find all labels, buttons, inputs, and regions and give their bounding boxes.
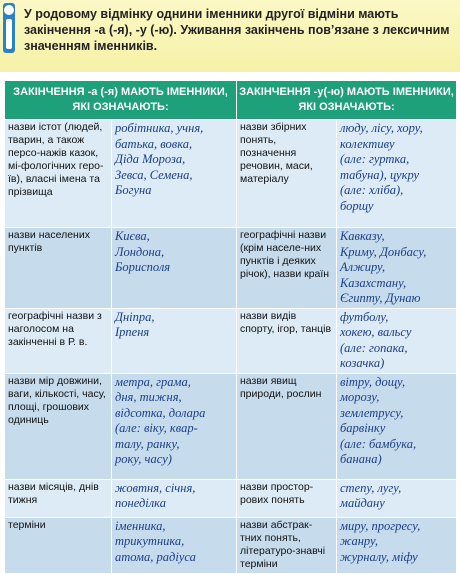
header-u-ending: ЗАКІНЧЕННЯ -у(-ю) МАЮТЬ ІМЕННИКИ, ЯКІ ОЗНАЧАЮТЬ: xyxy=(237,81,457,120)
a-ending-examples xyxy=(112,228,237,309)
info-banner xyxy=(0,0,460,72)
example-line: Діда Мороза, xyxy=(115,152,186,166)
example-line: козачка) xyxy=(340,356,385,370)
example-line: трикутника, xyxy=(115,534,185,548)
example-line: понеділка xyxy=(115,496,166,510)
example-line: Єгипту, Дунаю xyxy=(340,291,421,305)
u-ending-examples xyxy=(337,228,457,309)
banner-text: У родовому відмінку однини іменники другої відміни мають закінчення -а (-я), -у (-ю). Уживання закінчень пов’язане з лексичним значенням іменників. xyxy=(24,7,450,53)
example-line: талу, ранку, xyxy=(115,436,180,451)
example-line: року, часу) xyxy=(115,452,172,466)
example-line: Казахстану, xyxy=(340,275,407,290)
example-line: вітру, дощу, xyxy=(340,374,406,389)
table-row xyxy=(5,120,457,228)
example-line: Ірпеня xyxy=(115,325,150,339)
example-line: борщу xyxy=(340,198,374,213)
table-row xyxy=(5,479,457,517)
example-line: метра, грама, xyxy=(115,374,191,389)
example-line: табуна), цукру xyxy=(340,167,420,182)
table-row xyxy=(5,308,457,373)
example-line: журналу, міфу xyxy=(340,549,418,564)
example-line: морозу, xyxy=(340,390,380,404)
example-line: (але: хліба), xyxy=(340,183,404,197)
a-ending-examples xyxy=(112,308,237,373)
u-ending-examples xyxy=(337,308,457,373)
example-line: колективу xyxy=(340,136,395,151)
table-body xyxy=(5,120,457,574)
example-line: футболу, xyxy=(340,309,389,324)
example-line: (але: гопака, xyxy=(340,340,408,355)
a-ending-examples xyxy=(112,479,237,517)
example-line: барвінку xyxy=(340,421,386,435)
a-ending-examples xyxy=(112,373,237,479)
u-ending-meaning: назви явищ природи, рослин xyxy=(237,373,337,479)
example-line: Борисполя xyxy=(115,260,171,274)
u-ending-examples xyxy=(337,479,457,517)
example-line: жовтня, січня, xyxy=(115,480,196,495)
table-row xyxy=(5,517,457,573)
example-line: Зевса, Семена, xyxy=(115,167,193,182)
example-line: дня, тижня, xyxy=(115,390,182,404)
example-line: землетрусу, xyxy=(340,405,404,420)
example-line: хокею, вальсу xyxy=(340,325,412,339)
a-ending-meaning: назви істот (людей, тварин, а також персо-нажів казок, мі-фологічних геро-їв), власні імена та прізвища xyxy=(5,120,112,228)
u-ending-examples xyxy=(337,373,457,479)
header-a-ending: ЗАКІНЧЕННЯ -а (-я) МАЮТЬ ІМЕННИКИ, ЯКІ ОЗНАЧАЮТЬ: xyxy=(5,81,237,120)
example-line: (але: віку, квар- xyxy=(115,421,198,435)
table-row xyxy=(5,373,457,479)
example-line: миру, прогресу, xyxy=(340,518,421,533)
example-line: банана) xyxy=(340,452,382,466)
info-icon xyxy=(3,3,15,53)
example-line: Алжиру, xyxy=(340,260,386,274)
a-ending-meaning: назви населених пунктів xyxy=(5,228,112,309)
a-ending-examples xyxy=(112,517,237,573)
example-line: Дніпра, xyxy=(115,309,155,324)
a-ending-meaning: назви місяців, днів тижня xyxy=(5,479,112,517)
u-ending-examples xyxy=(337,517,457,573)
example-line: (але: бамбука, xyxy=(340,436,417,451)
endings-table xyxy=(4,80,457,574)
u-ending-examples xyxy=(337,120,457,228)
example-line: люду, лісу, хору, xyxy=(340,121,423,135)
u-ending-meaning: назви видів спорту, ігор, танців xyxy=(237,308,337,373)
example-line: атома, радіуса xyxy=(115,549,196,564)
example-line: Києва, xyxy=(115,229,150,243)
example-line: (але: гуртка, xyxy=(340,152,410,166)
example-line: Богуна xyxy=(115,183,152,197)
example-line: іменника, xyxy=(115,518,166,533)
a-ending-examples xyxy=(112,120,237,228)
example-line: відсотка, долара xyxy=(115,405,206,420)
a-ending-meaning: назви мір довжини, ваги, кількості, часу, площі, грошових одиниць xyxy=(5,373,112,479)
a-ending-meaning: терміни xyxy=(5,517,112,573)
table-row xyxy=(5,228,457,309)
example-line: Лондона, xyxy=(115,244,165,259)
example-line: робітника, учня, xyxy=(115,121,204,135)
u-ending-meaning: назви збірних понять, позначення речовин, маси, матеріалу xyxy=(237,120,337,228)
example-line: Криму, Донбасу, xyxy=(340,244,427,259)
u-ending-meaning: географічні назви (крім населе-них пунктів і деяких річок), назви країн xyxy=(237,228,337,309)
u-ending-meaning: назви простор-рових понять xyxy=(237,479,337,517)
example-line: майдану xyxy=(340,496,385,510)
u-ending-meaning: назви абстрак-тних понять, літературо-знавчі терміни xyxy=(237,517,337,573)
example-line: батька, вовка, xyxy=(115,136,193,151)
example-line: Кавказу, xyxy=(340,229,385,243)
example-line: степу, лугу, xyxy=(340,480,402,495)
example-line: жанру, xyxy=(340,534,379,548)
a-ending-meaning: географічні назви з наголосом на закінченні в Р. в. xyxy=(5,308,112,373)
